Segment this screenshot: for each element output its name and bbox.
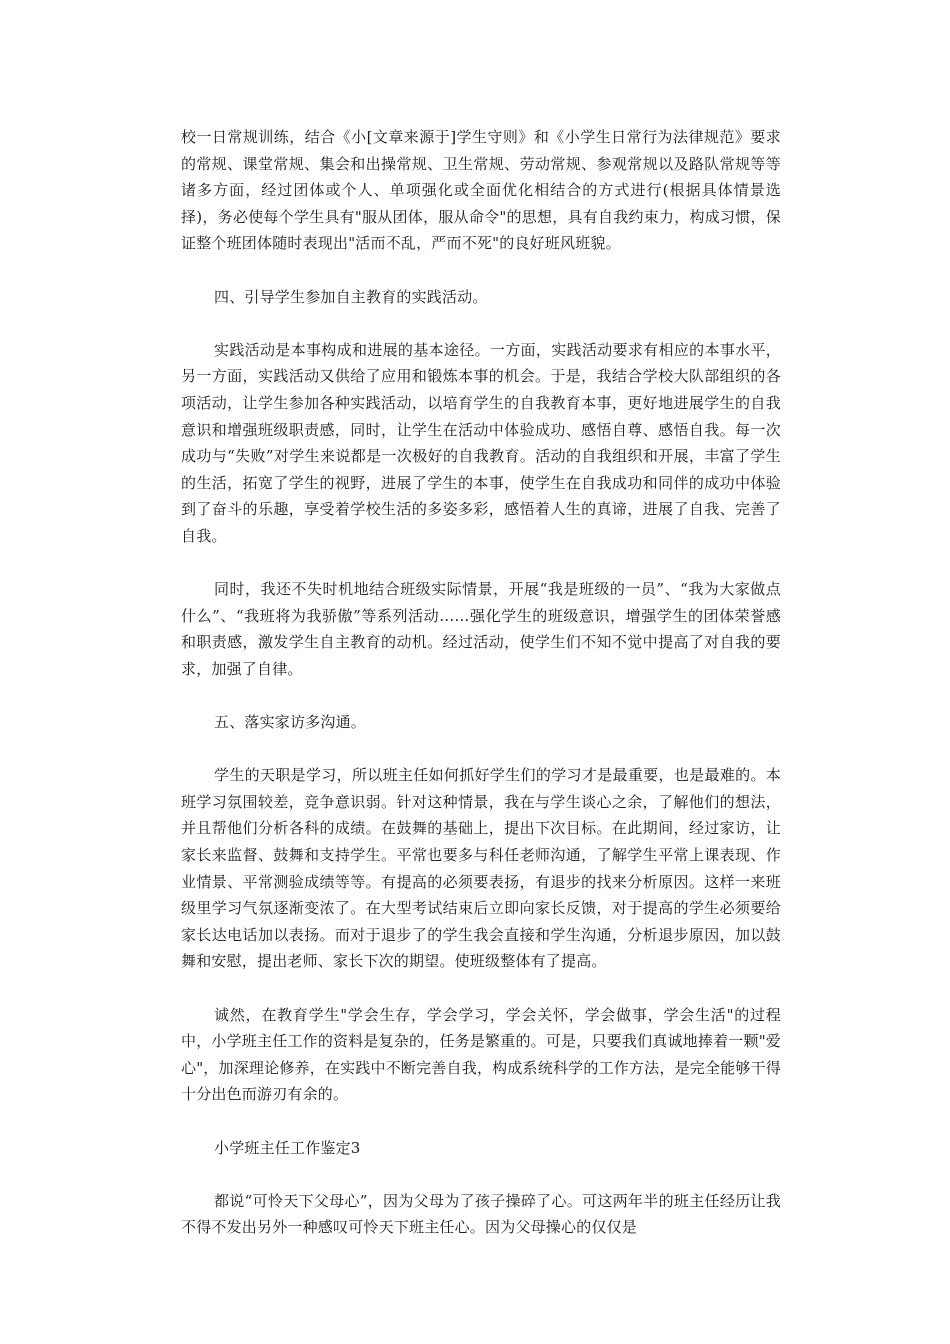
section-heading-5: 五、落实家访多沟通。: [214, 713, 367, 732]
paragraph-gap: [181, 257, 781, 284]
paragraph-parents-heart: 都说“可怜天下父母心”，因为父母为了孩子操碎了心。可这两年半的班主任经历让我不得不发出另外一种感叹可怜天下班主任心。因为父母操心的仅仅是: [181, 1191, 781, 1237]
paragraph-gap: [181, 1161, 781, 1188]
paragraph-gap: [181, 310, 781, 337]
paragraph-class-activities: 同时，我还不失时机地结合班级实际情景，开展“我是班级的一员”、“我为大家做点什么”、“我班将为我骄傲”等系列活动……强化学生的班级意识，增强学生的团体荣誉感和职责感，激发学生自主教育的动机。经过活动，使学生们不知不觉中提高了对自我的要求，加强了自律。: [181, 580, 781, 678]
section-heading-4: 四、引导学生参加自主教育的实践活动。: [214, 287, 488, 306]
paragraph-regulations: 校一日常规训练，结合《小[文章来源于]学生守则》和《小学生日常行为法律规范》要求的常规、课堂常规、集会和出操常规、卫生常规、劳动常规、参观常规以及路队常规等等诸多方面，经过团体或个人、单项强化或全面优化相结合的方式进行(根据具体情景选择)，务必使每个学生具有"服从团体，服从命令"的思想，具有自我约束力，构成习惯，保证整个班团体随时表现出"活而不乱，严而不死"的良好班风班貌。: [181, 128, 781, 253]
document-body: [181, 124, 781, 1241]
section-title-appraisal-3: 小学班主任工作鉴定3: [214, 1138, 361, 1157]
paragraph-gap: [181, 682, 781, 709]
paragraph-gap: [181, 975, 781, 1002]
paragraph-gap: [181, 550, 781, 577]
paragraph-study-communication: 学生的天职是学习，所以班主任如何抓好学生们的学习才是最重要，也是最难的。本班学习氛围较差，竞争意识弱。针对这种情景，我在与学生谈心之余，了解他们的想法，并且帮他们分析各科的成绩。在鼓舞的基础上，提出下次目标。在此期间，经过家访，让家长来监督、鼓舞和支持学生。平常也要多与科任老师沟通，了解学生平常上课表现、作业情景、平常测验成绩等等。有提高的必须要表扬，有退步的找来分析原因。这样一来班级里学习气氛逐渐变浓了。在大型考试结束后立即向家长反馈，对于提高的学生必须要给家长达电话加以表扬。而对于退步了的学生我会直接和学生沟通，分析退步原因，加以鼓舞和安慰，提出老师、家长下次的期望。使班级整体有了提高。: [181, 766, 781, 971]
paragraph-conclusion: 诚然，在教育学生"学会生存，学会学习，学会关怀，学会做事，学会生活"的过程中，小学班主任工作的资料是复杂的，任务是繁重的。可是，只要我们真诚地捧着一颗"爱心"，加深理论修养，在实践中不断完善自我，构成系统科学的工作方法，是完全能够干得十分出色而游刃有余的。: [181, 1005, 781, 1104]
paragraph-practice-activities: 实践活动是本事构成和进展的基本途径。一方面，实践活动要求有相应的本事水平，另一方面，实践活动又供给了应用和锻炼本事的机会。于是，我结合学校大队部组织的各项活动，让学生参加各种实践活动，以培育学生的自我教育本事，更好地进展学生的自我意识和增强班级职责感，同时，让学生在活动中体验成功、感悟自尊、感悟自我。每一次成功与“失败”对学生来说都是一次极好的自我教育。活动的自我组织和开展，丰富了学生的生活，拓宽了学生的视野，进展了学生的本事，使学生在自我成功和同伴的成功中体验到了奋斗的乐趣，享受着学校生活的多姿多彩，感悟着人生的真谛，进展了自我、完善了自我。: [181, 340, 781, 545]
paragraph-gap: [181, 736, 781, 763]
paragraph-gap: [181, 1108, 781, 1135]
